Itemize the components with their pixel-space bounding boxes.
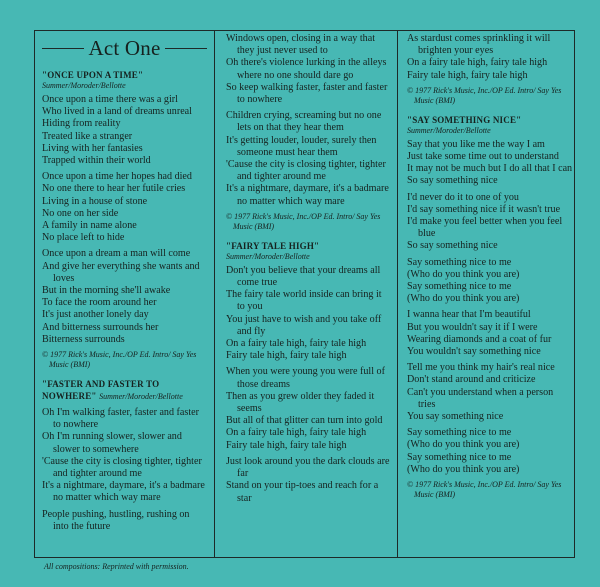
stanza — [42, 407, 207, 505]
lyric-line: I'd say something nice if it wasn't true — [407, 203, 561, 215]
song-title-text: "FASTER AND FASTER TO NOWHERE" — [42, 379, 160, 402]
column-divider — [397, 30, 398, 558]
lyric-line: No one there to hear her futile cries — [42, 183, 186, 195]
lyric-line: I'd never do it to one of you — [407, 191, 519, 203]
act-heading — [42, 36, 207, 60]
stanza — [226, 366, 391, 451]
heading-rule — [165, 48, 207, 49]
lyric-line: You wouldn't say something nice — [407, 346, 541, 358]
footer-note: All compositions: Reprinted with permission. — [44, 562, 189, 571]
column-divider — [214, 30, 215, 558]
song-faster-and-faster — [42, 378, 207, 533]
lyric-line: Windows open, closing in a way that they just never used to — [226, 33, 376, 57]
lyric-line: Living with her fantasies — [42, 142, 143, 154]
lyric-line: Children crying, screaming but no one lets on that they hear them — [226, 110, 382, 134]
lyric-line: It's getting louder, louder, surely then someone must hear them — [226, 134, 377, 158]
lyric-line: Fairy tale high, fairy tale high — [226, 350, 347, 362]
lyric-line: It may not be much but I do all that I can — [407, 163, 573, 175]
lyric-line: 'Cause the city is closing tighter, tighter and tighter around me — [226, 159, 386, 183]
lyric-line: Fairy tale high, fairy tale high — [407, 69, 528, 81]
copyright: © 1977 Rick's Music, Inc./OP Ed. Intro/ Say Yes Music (BMI) — [407, 85, 562, 105]
stanza — [226, 265, 391, 363]
lyric-line: Bitterness surrounds — [42, 333, 125, 345]
lyric-line: No one on her side — [42, 207, 119, 219]
lyric-line: A family in name alone — [42, 220, 137, 232]
lyric-line: But all of that glitter can turn into gold — [226, 415, 383, 427]
song-credit: Summer/Moroder/Bellotte — [42, 81, 126, 90]
lyric-line: Fairy tale high, fairy tale high — [226, 439, 347, 451]
lyric-line: So say something nice — [407, 240, 498, 252]
column-2 — [226, 33, 391, 505]
lyric-line: The fairy tale world inside can bring it to you — [226, 289, 382, 313]
stanza — [42, 248, 207, 346]
song-fairy-tale-high — [226, 240, 391, 505]
lyric-line: But in the morning she'll awake — [42, 285, 171, 297]
lyric-line: (Who do you think you are) — [407, 293, 520, 305]
lyric-line: Don't you believe that your dreams all come true — [226, 264, 381, 289]
lyric-line: Can't you understand when a person tries — [407, 386, 554, 410]
stanza — [42, 94, 207, 167]
heading-rule — [42, 48, 84, 49]
lyric-line: (Who do you think you are) — [407, 463, 520, 475]
stanza — [407, 192, 573, 253]
lyric-line: Just look around you the dark clouds are far — [226, 455, 390, 480]
lyric-line: On a fairy tale high, fairy tale high — [226, 427, 367, 439]
lyric-line: (Who do you think you are) — [407, 439, 520, 451]
song-title — [42, 378, 207, 403]
copyright: © 1977 Rick's Music, Inc./OP Ed. Intro/ Say Yes Music (BMI) — [407, 480, 562, 500]
lyric-line: To face the room around her — [42, 297, 157, 309]
song-credit: Summer/Moroder/Bellotte — [407, 125, 491, 135]
lyric-line: Once upon a dream a man will come — [42, 248, 191, 260]
lyric-line: When you were young you were full of those dreams — [226, 366, 385, 390]
act-title: Act One — [88, 36, 161, 60]
song-say-something-nice — [407, 114, 573, 500]
lyric-line: I'd make you feel better when you feel blue — [407, 216, 563, 240]
lyric-line: But you wouldn't say it if I were — [407, 321, 538, 333]
copyright: © 1977 Rick's Music, Inc./OP Ed. Intro/ Say Yes Music (BMI) — [42, 350, 197, 370]
lyric-line: I wanna hear that I'm beautiful — [407, 309, 531, 321]
lyric-line: Hiding from reality — [42, 118, 121, 130]
lyric-line: Say something nice to me — [407, 427, 512, 439]
lyric-line: It's just another lonely day — [42, 309, 149, 321]
lyric-line: Say something nice to me — [407, 256, 512, 268]
stanza — [407, 139, 573, 188]
lyric-line: So keep walking faster, faster and faster to nowhere — [226, 81, 388, 106]
stanza — [407, 33, 573, 82]
lyric-line: Oh I'm running slower, slower and slower to somewhere — [42, 431, 182, 455]
lyric-line: As stardust comes sprinkling it will brighten your eyes — [407, 33, 551, 57]
song-title: "SAY SOMETHING NICE" — [407, 114, 522, 125]
lyric-line: Say that you like me the way I am — [407, 138, 545, 150]
lyric-line: Just take some time out to understand — [407, 151, 559, 163]
stanza — [42, 171, 207, 244]
lyric-line: (Who do you think you are) — [407, 268, 520, 280]
lyric-line: Oh I'm walking faster, faster and faster to nowhere — [42, 407, 199, 431]
song-credit: Summer/Moroder/Bellotte — [226, 251, 310, 261]
song-title: "ONCE UPON A TIME" — [42, 70, 144, 80]
lyric-line: Trapped within their world — [42, 155, 151, 167]
stanza — [407, 309, 573, 358]
copyright: © 1977 Rick's Music, Inc./OP Ed. Intro/ Say Yes Music (BMI) — [226, 211, 381, 231]
lyric-line: On a fairy tale high, fairy tale high — [407, 57, 548, 69]
lyric-line: So say something nice — [407, 175, 498, 187]
lyric-line: It's a nightmare, daymare, it's a badmare no matter which way mare — [42, 480, 205, 504]
song-title: "FAIRY TALE HIGH" — [226, 240, 320, 251]
lyric-line: Wearing diamonds and a coat of fur — [407, 333, 552, 345]
lyric-line: Then as you grew older they faded it seems — [226, 390, 375, 415]
stanza — [407, 427, 573, 476]
lyric-line: Stand on your tip-toes and reach for a star — [226, 480, 379, 504]
stanza — [226, 110, 391, 208]
lyric-line: Oh there's violence lurking in the alleys where no one should dare go — [226, 57, 387, 81]
lyric-line: And bitterness surrounds her — [42, 321, 159, 333]
stanza — [226, 456, 391, 505]
lyric-line: Living in a house of stone — [42, 195, 148, 207]
lyric-line: People pushing, hustling, rushing on into the future — [42, 508, 190, 532]
lyric-line: On a fairy tale high, fairy tale high — [226, 338, 367, 350]
lyric-line: Don't stand around and criticize — [407, 374, 536, 386]
lyric-line: No place left to hide — [42, 232, 125, 244]
lyric-line: Who lived in a land of dreams unreal — [42, 106, 192, 118]
column-3 — [407, 33, 573, 500]
lyric-line: 'Cause the city is closing tighter, tighter and tighter around me — [42, 455, 202, 480]
lyric-line: And give her everything she wants and loves — [42, 260, 200, 284]
lyric-line: You just have to wish and you take off and fly — [226, 313, 382, 337]
stanza — [42, 509, 207, 533]
lyric-line: Treated like a stranger — [42, 130, 133, 142]
lyric-line: It's a nightmare, daymare, it's a badmare no matter which way mare — [226, 183, 389, 207]
stanza — [226, 33, 391, 106]
lyric-line: Once upon a time there was a girl — [42, 94, 178, 105]
lyric-line: Once upon a time her hopes had died — [42, 171, 192, 183]
lyric-line: Tell me you think my hair's real nice — [407, 362, 555, 374]
lyric-line: You say something nice — [407, 411, 504, 423]
stanza — [407, 362, 573, 423]
stanza — [407, 257, 573, 306]
song-once-upon-a-time — [42, 69, 207, 370]
lyric-line: Say something nice to me — [407, 451, 512, 463]
song-credit: Summer/Moroder/Bellotte — [99, 392, 183, 402]
lyric-line: Say something nice to me — [407, 281, 512, 293]
column-1 — [42, 33, 207, 533]
